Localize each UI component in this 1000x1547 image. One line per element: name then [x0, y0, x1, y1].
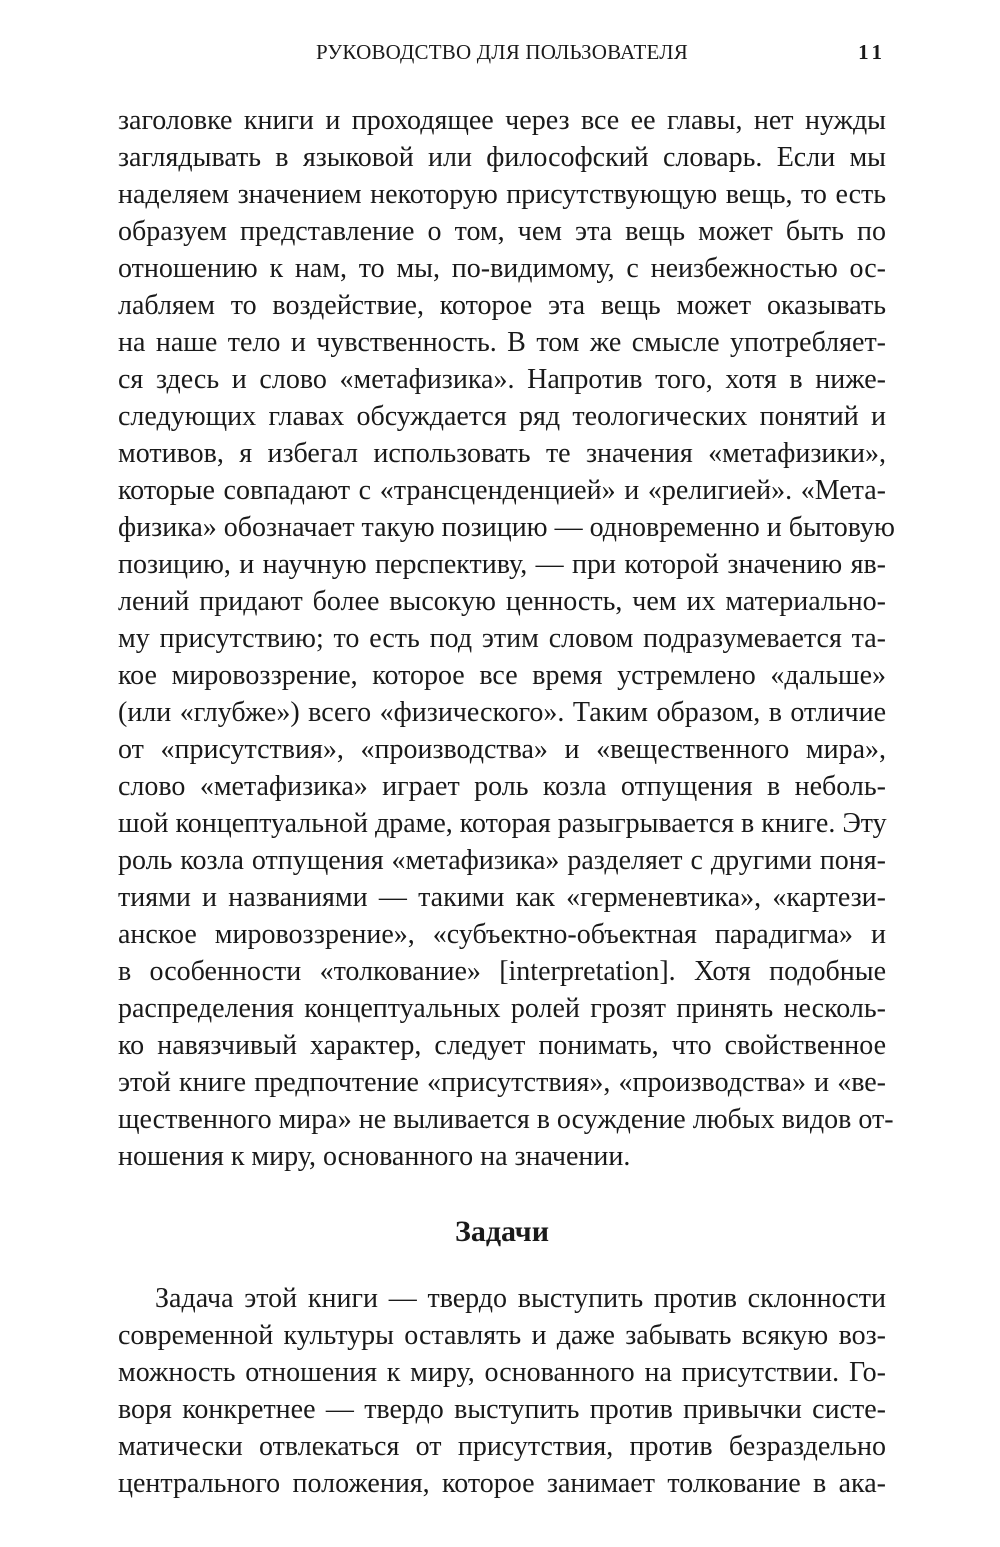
text-line: можность отношения к миру, основанного на присутствии. Го-: [118, 1357, 886, 1388]
text-line: от «присутствия», «производства» и «вещественного мира»,: [118, 734, 886, 765]
text-line: заглядывать в языковой или философский словарь. Если мы: [118, 142, 886, 173]
text-line: следующих главах обсуждается ряд теологических понятий и: [118, 401, 886, 432]
text-line: распределения концептуальных ролей грозят принять несколь-: [118, 993, 886, 1024]
text-line: роль козла отпущения «метафизика» разделяет с другими поня-: [118, 845, 886, 876]
text-line: заголовке книги и проходящее через все ее главы, нет нужды: [118, 105, 886, 136]
text-line: наделяем значением некоторую присутствующую вещь, то есть: [118, 179, 886, 210]
text-line: матически отвлекаться от присутствия, против безраздельно: [118, 1431, 886, 1462]
text-line: ся здесь и слово «метафизика». Напротив того, хотя в ниже-: [118, 364, 886, 395]
text-line: щественного мира» не выливается в осуждение любых видов от-: [118, 1104, 894, 1135]
text-line: лабляем то воздействие, которое эта вещь может оказывать: [118, 290, 886, 321]
text-line: анское мировоззрение», «субъектно-объектная парадигма» и: [118, 919, 886, 950]
page-number: 11: [858, 40, 886, 64]
text-line: отношению к нам, то мы, по-видимому, с неизбежностью ос-: [118, 253, 886, 284]
text-line: которые совпадают с «трансценденцией» и «религией». «Мета-: [118, 475, 886, 506]
text-line: физика» обозначает такую позицию — одновременно и бытовую: [118, 512, 895, 543]
text-line: на наше тело и чувственность. В том же смысле употребляет-: [118, 327, 886, 358]
text-line: в особенности «толкование» [interpretation]. Хотя подобные: [118, 956, 886, 987]
text-line: позицию, и научную перспективу, — при которой значению яв-: [118, 549, 886, 580]
text-line: воря конкретнее — твердо выступить против привычки систе-: [118, 1394, 886, 1425]
text-line: центрального положения, которое занимает толкование в ака-: [118, 1468, 886, 1499]
text-line: слово «метафизика» играет роль козла отпущения в неболь-: [118, 771, 886, 802]
text-line: лений придают более высокую ценность, чем их материально-: [118, 586, 886, 617]
text-line: образуем представление о том, чем эта вещь может быть по: [118, 216, 886, 247]
text-line: современной культуры оставлять и даже забывать всякую воз-: [118, 1320, 886, 1351]
text-line: Задача этой книги — твердо выступить против склонности: [155, 1283, 886, 1314]
section-heading: Задачи: [454, 1215, 549, 1248]
running-title: РУКОВОДСТВО ДЛЯ ПОЛЬЗОВАТЕЛЯ: [316, 40, 688, 64]
running-header: [118, 40, 886, 70]
text-line: этой книге предпочтение «присутствия», «производства» и «ве-: [118, 1067, 886, 1098]
text-line: тиями и названиями — такими как «герменевтика», «картези-: [118, 882, 886, 913]
text-line: му присутствию; то есть под этим словом подразумевается та-: [118, 623, 886, 654]
text-line: шой концептуальной драме, которая разыгрывается в книге. Эту: [118, 808, 887, 839]
text-line: кое мировоззрение, которое все время устремлено «дальше»: [118, 660, 886, 691]
text-line: мотивов, я избегал использовать те значения «метафизики»,: [118, 438, 886, 469]
text-line: ко навязчивый характер, следует понимать, что свойственное: [118, 1030, 886, 1061]
text-line: (или «глубже») всего «физического». Таким образом, в отличие: [118, 697, 886, 728]
text-line: ношения к миру, основанного на значении.: [118, 1141, 631, 1172]
